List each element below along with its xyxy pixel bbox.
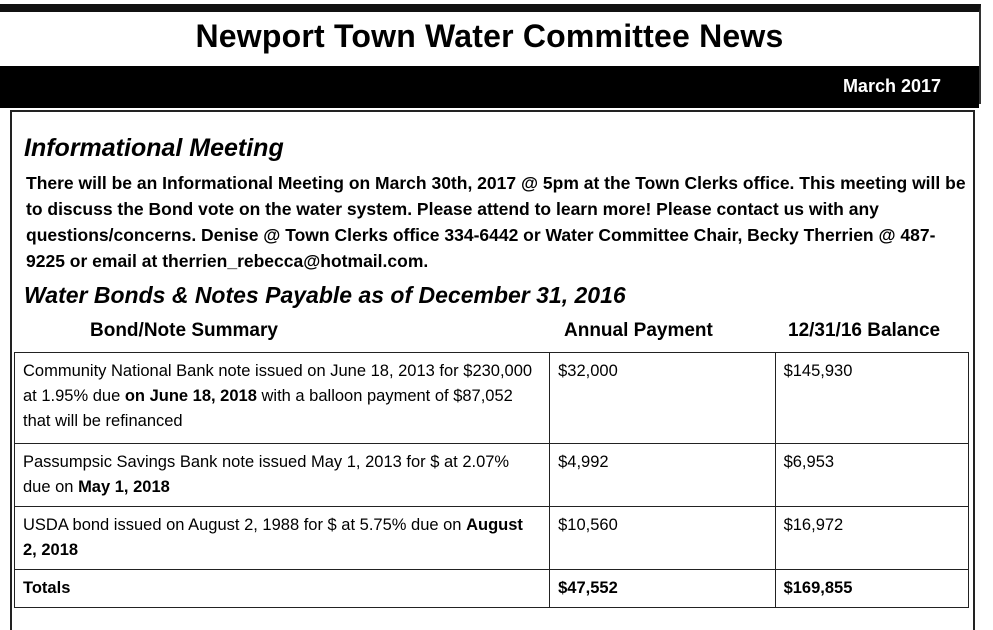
table-row [15, 444, 969, 507]
total-annual-payment: $47,552 [550, 570, 775, 608]
newsletter-title: Newport Town Water Committee News [195, 18, 784, 54]
bonds-heading: Water Bonds & Notes Payable as of December 31, 2016 [24, 282, 626, 308]
table-row [15, 353, 969, 444]
due-date: August 2, 2018 [23, 516, 523, 559]
masthead [0, 4, 981, 104]
meeting-heading: Informational Meeting [24, 134, 284, 162]
description-text: USDA bond issued on August 2, 1988 for $ at 5.75% due on [23, 516, 467, 534]
bond-description [15, 507, 550, 570]
bonds-table [14, 352, 969, 608]
balance: $145,930 [775, 353, 968, 444]
total-balance: $169,855 [775, 570, 968, 608]
due-date: May 1, 2018 [78, 478, 170, 496]
bond-description [15, 444, 550, 507]
meeting-paragraph: There will be an Informational Meeting on March 30th, 2017 @ 5pm at the Town Clerks office. This meeting will be to discuss the Bond vote on the water system. Please attend to learn more! Please contact us with any questions/concerns. Denise @ Town Clerks office 334-6442 or Water Committee Chair, Becky Therrien @ 487-9225 or email at therrien_rebecca@hotmail.com. [26, 173, 966, 271]
column-header-annual-payment: Annual Payment [564, 320, 713, 341]
annual-payment: $10,560 [550, 507, 775, 570]
description-text: with a balloon payment of $87,052 that will be refinanced [23, 387, 513, 430]
annual-payment: $4,992 [550, 444, 775, 507]
issue-date: March 2017 [842, 76, 941, 96]
description-text: Passumpsic Savings Bank note issued May 1, 2013 for $ at 2.07% due on [23, 453, 510, 496]
annual-payment: $32,000 [550, 353, 775, 444]
column-header-summary: Bond/Note Summary [90, 320, 278, 341]
date-band [0, 66, 979, 108]
totals-row [15, 570, 969, 608]
totals-label: Totals [15, 570, 550, 608]
balance: $16,972 [775, 507, 968, 570]
balance: $6,953 [775, 444, 968, 507]
description-text: Community National Bank note issued on June 18, 2013 for $230,000 at 1.95% due [23, 362, 533, 405]
table-row [15, 507, 969, 570]
bond-description [15, 353, 550, 444]
content-box [10, 110, 975, 630]
due-date: on June 18, 2018 [124, 387, 257, 405]
column-header-balance: 12/31/16 Balance [788, 320, 941, 341]
